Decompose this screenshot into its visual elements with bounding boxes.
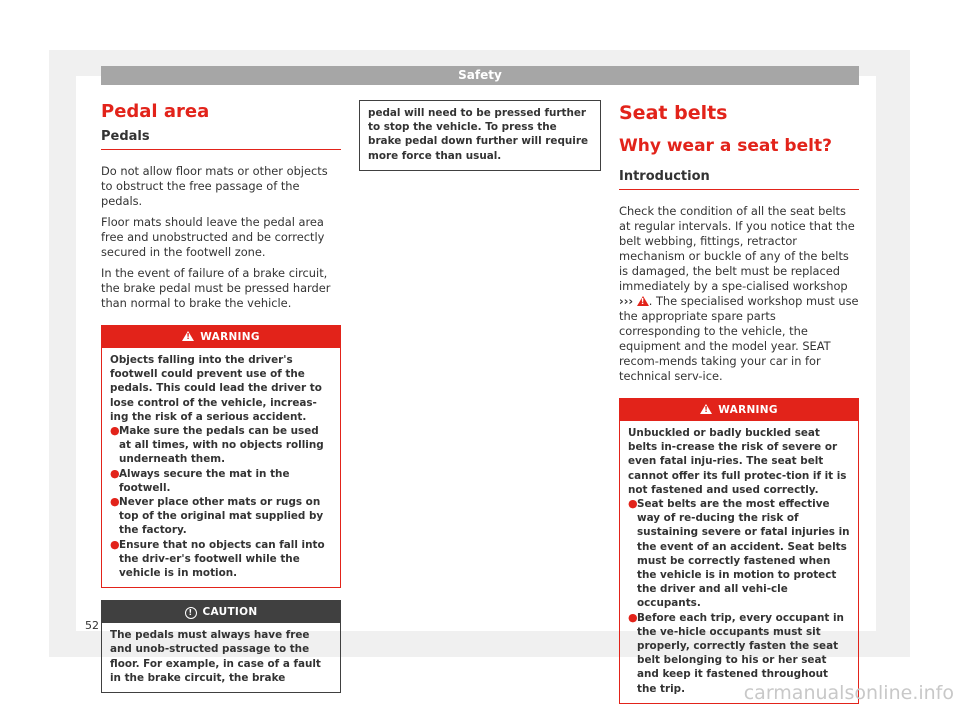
column-right [619, 100, 859, 704]
warning-body [620, 421, 858, 703]
column-middle [359, 100, 601, 171]
subsection-title: Why wear a seat belt? [619, 136, 832, 156]
body-text [619, 204, 859, 384]
caution-body-continued [360, 101, 600, 170]
warning-header [102, 326, 340, 348]
list-item: ● Never place other mats or rugs on top of the original mat supplied by the factory. [110, 495, 324, 537]
caution-box [101, 600, 341, 693]
list-item: ● Ensure that no objects can fall into the driv-er's footwell while the vehicle is in motion. [110, 537, 325, 580]
column-left [101, 100, 341, 693]
cross-reference-link[interactable]: ››› [619, 294, 634, 308]
list-item: ● Make sure the pedals can be used at all times, with no objects rolling underneath them. [110, 424, 324, 466]
bullet-icon: ● [110, 466, 120, 480]
section-title: Seat belts [619, 102, 728, 124]
warning-label: WARNING [718, 404, 778, 416]
warning-triangle-icon [700, 404, 712, 414]
warning-box [101, 325, 341, 588]
subheading-introduction: Introduction [619, 168, 859, 190]
subheading-pedals: Pedals [101, 128, 341, 150]
paragraph: Floor mats should leave the pedal area free and unobstructed and be correctly secured in the footwell zone. [101, 215, 325, 259]
list-item: ● Seat belts are the most effective way of re-ducing the risk of sustaining severe or fatal injuries in the event of an accident. Seat belts must be correctly fastened when the vehicle is in motion to protect the driver and all vehi-cle occupants. [628, 497, 850, 610]
warning-triangle-icon [637, 296, 649, 306]
warning-header [620, 399, 858, 421]
caution-box-continued [359, 100, 601, 171]
warning-label: WARNING [200, 331, 260, 343]
chapter-title: Pedal area [101, 101, 210, 122]
chapter-header: Safety [101, 66, 859, 85]
caution-text: The pedals must always have free and unob-structed passage to the floor. For example, in case of a fault in the brake circuit, the brake [110, 629, 321, 684]
info-circle-icon: ! [185, 607, 197, 619]
caution-body [102, 623, 340, 692]
list-item: ● Always secure the mat in the footwell. [110, 466, 290, 494]
bullet-icon: ● [628, 610, 638, 624]
paragraph: Check the condition of all the seat belts at regular intervals. If you notice that the belt webbing, fittings, retractor mechanism or buckle of any of the belts is damaged, the belt must be replaced immediately by a spe-cialised workshop ››› ! . The specialised workshop must use the appropriate spare parts corresponding to the vehicle, the equipment and the model year. SEAT recom-mends taking your car in for technical serv-ice. [619, 204, 859, 384]
body-text [101, 164, 341, 311]
bullet-icon: ● [110, 537, 120, 551]
caution-label: CAUTION [202, 606, 258, 619]
paragraph: In the event of failure of a brake circuit, the brake pedal must be pressed harder than normal to brake the vehicle. [101, 266, 331, 310]
warning-intro: Unbuckled or badly buckled seat belts in-crease the risk of severe or even fatal inju-ries. The seat belt cannot offer its full protec-tion if it is not fastened and used correctly. [628, 427, 847, 496]
page-number: 52 [85, 619, 99, 632]
watermark: carmanualsonline.info [743, 682, 954, 704]
warning-body [102, 348, 340, 587]
warning-intro: Objects falling into the driver's footwell could prevent use of the pedals. This could lead the driver to lose control of the vehicle, increas-ing the risk of a serious accident. [110, 354, 322, 423]
bullet-icon: ● [110, 424, 120, 438]
bullet-icon: ● [110, 495, 120, 509]
warning-box [619, 398, 859, 704]
bullet-icon: ● [628, 497, 638, 511]
list-item: ● Before each trip, every occupant in the ve-hicle occupants must sit properly, correctly fasten the seat belt belonging to his or her seat and keep it fastened throughout the trip. [628, 610, 844, 695]
paragraph: Do not allow floor mats or other objects to obstruct the free passage of the pedals. [101, 164, 328, 208]
warning-triangle-icon [182, 331, 194, 341]
caution-text-continued: pedal will need to be pressed further to stop the vehicle. To press the brake pedal down further will require more force than usual. [368, 107, 589, 162]
caution-header [102, 601, 340, 623]
